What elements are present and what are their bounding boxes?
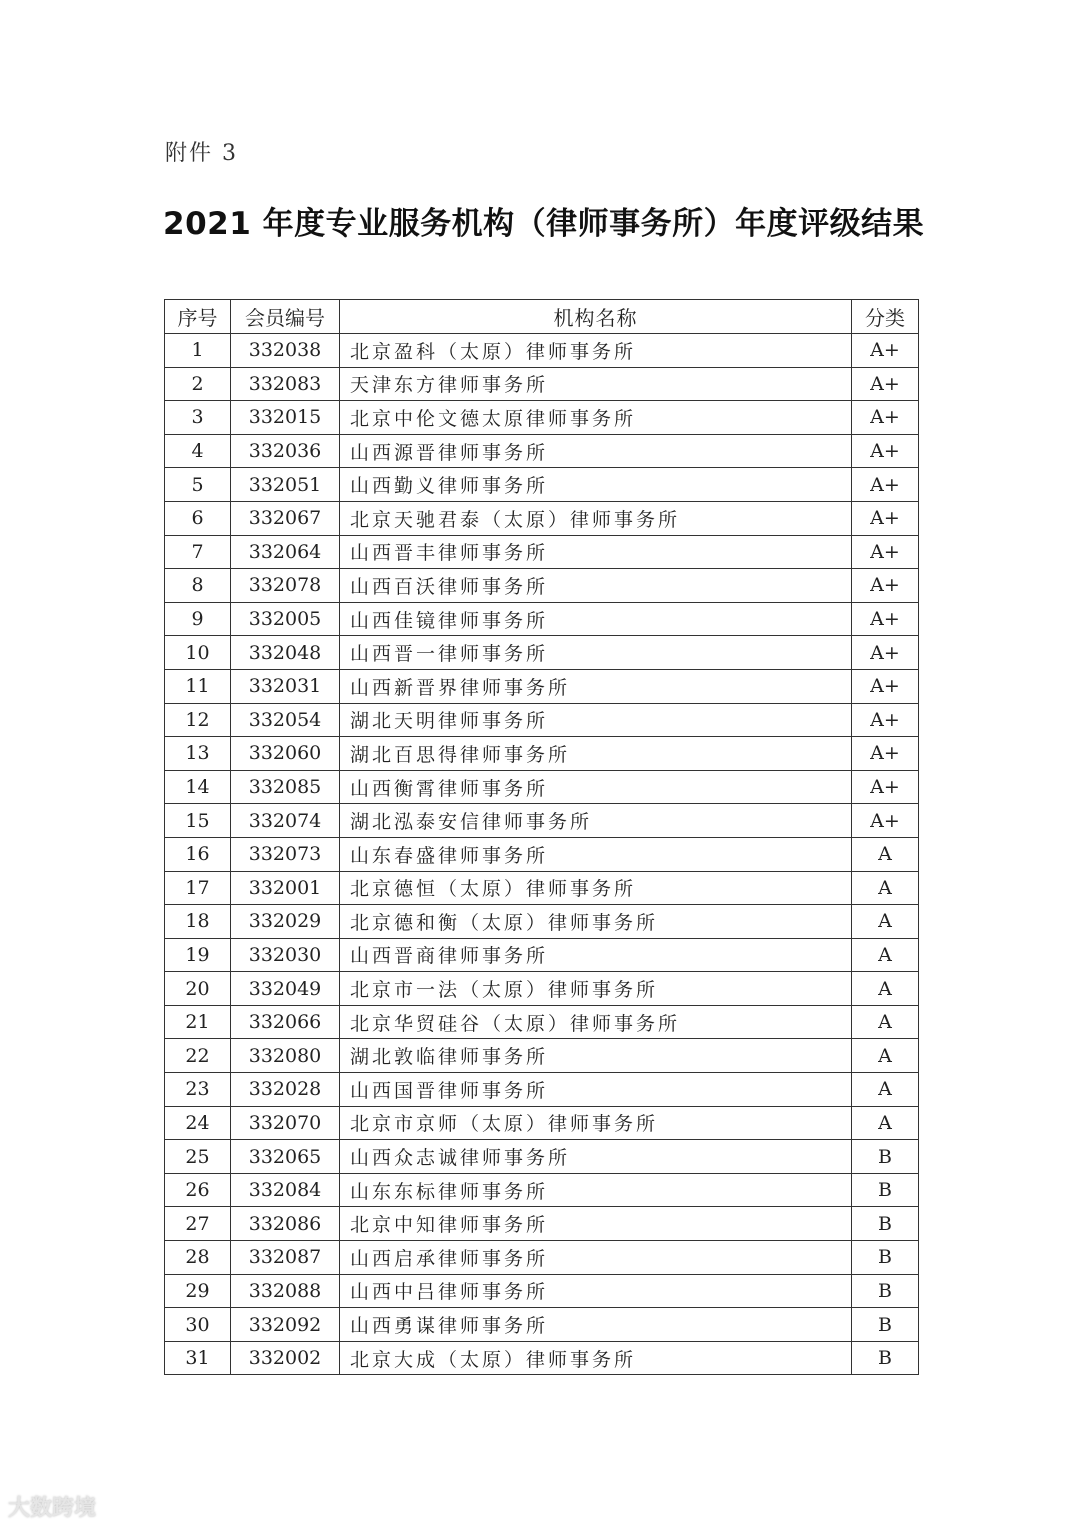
org-name-cell: 湖北天明律师事务所 [340, 703, 852, 737]
member-id-cell: 332070 [231, 1106, 340, 1140]
table-row [165, 737, 919, 771]
member-id-cell: 332066 [231, 1005, 340, 1039]
serial-cell: 18 [165, 905, 231, 939]
member-id-cell: 332085 [231, 770, 340, 804]
category-cell: A+ [852, 367, 919, 401]
serial-cell: 6 [165, 501, 231, 535]
table-row [165, 1274, 919, 1308]
org-name-cell: 山西百沃律师事务所 [340, 569, 852, 603]
member-id-cell: 332028 [231, 1073, 340, 1107]
table-row [165, 535, 919, 569]
member-id-cell: 332030 [231, 938, 340, 972]
category-cell: A+ [852, 669, 919, 703]
category-cell: B [852, 1207, 919, 1241]
member-id-cell: 332060 [231, 737, 340, 771]
table-row [165, 1341, 919, 1375]
category-cell: B [852, 1173, 919, 1207]
org-name-cell: 山东春盛律师事务所 [340, 837, 852, 871]
category-cell: A+ [852, 770, 919, 804]
category-cell: A [852, 1039, 919, 1073]
serial-cell: 31 [165, 1341, 231, 1375]
table-row [165, 905, 919, 939]
member-id-cell: 332073 [231, 837, 340, 871]
serial-cell: 5 [165, 468, 231, 502]
member-id-cell: 332074 [231, 804, 340, 838]
org-name-cell: 山西勇谋律师事务所 [340, 1308, 852, 1342]
org-name-cell: 山西衡霄律师事务所 [340, 770, 852, 804]
serial-cell: 2 [165, 367, 231, 401]
org-name-cell: 山西启承律师事务所 [340, 1241, 852, 1275]
serial-cell: 26 [165, 1173, 231, 1207]
org-name-cell: 北京德和衡（太原）律师事务所 [340, 905, 852, 939]
watermark-logo: 大数跨境 [8, 1496, 97, 1521]
header-member-id: 会员编号 [231, 300, 340, 334]
org-name-cell: 山西中吕律师事务所 [340, 1274, 852, 1308]
table-row [165, 703, 919, 737]
rating-table [164, 299, 919, 1375]
category-cell: A+ [852, 737, 919, 771]
table-row [165, 401, 919, 435]
category-cell: A+ [852, 501, 919, 535]
org-name-cell: 湖北泓泰安信律师事务所 [340, 804, 852, 838]
table-row [165, 837, 919, 871]
table-row [165, 602, 919, 636]
document-title: 2021 年度专业服务机构（律师事务所）年度评级结果 [163, 206, 925, 242]
attachment-label: 附件 3 [165, 141, 238, 166]
table-row [165, 871, 919, 905]
table-row [165, 434, 919, 468]
member-id-cell: 332049 [231, 972, 340, 1006]
serial-cell: 16 [165, 837, 231, 871]
serial-cell: 17 [165, 871, 231, 905]
member-id-cell: 332080 [231, 1039, 340, 1073]
org-name-cell: 湖北敦临律师事务所 [340, 1039, 852, 1073]
serial-cell: 7 [165, 535, 231, 569]
category-cell: B [852, 1308, 919, 1342]
serial-cell: 10 [165, 636, 231, 670]
serial-cell: 22 [165, 1039, 231, 1073]
serial-cell: 11 [165, 669, 231, 703]
org-name-cell: 北京中知律师事务所 [340, 1207, 852, 1241]
header-category: 分类 [852, 300, 919, 334]
table-row [165, 1140, 919, 1174]
table-row [165, 1039, 919, 1073]
serial-cell: 12 [165, 703, 231, 737]
category-cell: A+ [852, 602, 919, 636]
member-id-cell: 332054 [231, 703, 340, 737]
serial-cell: 29 [165, 1274, 231, 1308]
table-row [165, 804, 919, 838]
table-row [165, 1005, 919, 1039]
table-row [165, 1207, 919, 1241]
org-name-cell: 北京盈科（太原）律师事务所 [340, 334, 852, 368]
member-id-cell: 332067 [231, 501, 340, 535]
category-cell: A+ [852, 468, 919, 502]
category-cell: A+ [852, 636, 919, 670]
table-row [165, 669, 919, 703]
table-row [165, 1073, 919, 1107]
org-name-cell: 北京德恒（太原）律师事务所 [340, 871, 852, 905]
member-id-cell: 332036 [231, 434, 340, 468]
table-row [165, 569, 919, 603]
org-name-cell: 山东东标律师事务所 [340, 1173, 852, 1207]
org-name-cell: 湖北百思得律师事务所 [340, 737, 852, 771]
table-row [165, 367, 919, 401]
org-name-cell: 北京中伦文德太原律师事务所 [340, 401, 852, 435]
serial-cell: 13 [165, 737, 231, 771]
serial-cell: 27 [165, 1207, 231, 1241]
serial-cell: 21 [165, 1005, 231, 1039]
serial-cell: 19 [165, 938, 231, 972]
table-row [165, 1173, 919, 1207]
category-cell: A+ [852, 703, 919, 737]
table-row [165, 636, 919, 670]
org-name-cell: 山西晋商律师事务所 [340, 938, 852, 972]
category-cell: A+ [852, 804, 919, 838]
member-id-cell: 332092 [231, 1308, 340, 1342]
category-cell: A [852, 1073, 919, 1107]
header-org-name: 机构名称 [340, 300, 852, 334]
serial-cell: 28 [165, 1241, 231, 1275]
table-body [165, 334, 919, 1375]
header-serial: 序号 [165, 300, 231, 334]
serial-cell: 8 [165, 569, 231, 603]
serial-cell: 14 [165, 770, 231, 804]
category-cell: A [852, 905, 919, 939]
org-name-cell: 天津东方律师事务所 [340, 367, 852, 401]
org-name-cell: 山西勤义律师事务所 [340, 468, 852, 502]
serial-cell: 4 [165, 434, 231, 468]
serial-cell: 15 [165, 804, 231, 838]
member-id-cell: 332064 [231, 535, 340, 569]
org-name-cell: 北京华贸硅谷（太原）律师事务所 [340, 1005, 852, 1039]
table-row [165, 334, 919, 368]
category-cell: A [852, 938, 919, 972]
table-row [165, 468, 919, 502]
org-name-cell: 北京天驰君泰（太原）律师事务所 [340, 501, 852, 535]
serial-cell: 24 [165, 1106, 231, 1140]
table-row [165, 770, 919, 804]
org-name-cell: 北京大成（太原）律师事务所 [340, 1341, 852, 1375]
table-row [165, 501, 919, 535]
org-name-cell: 山西晋一律师事务所 [340, 636, 852, 670]
org-name-cell: 北京市一法（太原）律师事务所 [340, 972, 852, 1006]
category-cell: A+ [852, 569, 919, 603]
member-id-cell: 332083 [231, 367, 340, 401]
org-name-cell: 山西新晋界律师事务所 [340, 669, 852, 703]
member-id-cell: 332031 [231, 669, 340, 703]
org-name-cell: 山西源晋律师事务所 [340, 434, 852, 468]
serial-cell: 3 [165, 401, 231, 435]
member-id-cell: 332038 [231, 334, 340, 368]
table-row [165, 1106, 919, 1140]
member-id-cell: 332051 [231, 468, 340, 502]
serial-cell: 23 [165, 1073, 231, 1107]
category-cell: A+ [852, 401, 919, 435]
category-cell: A [852, 1106, 919, 1140]
member-id-cell: 332015 [231, 401, 340, 435]
serial-cell: 9 [165, 602, 231, 636]
category-cell: A [852, 837, 919, 871]
member-id-cell: 332048 [231, 636, 340, 670]
table-row [165, 1308, 919, 1342]
member-id-cell: 332078 [231, 569, 340, 603]
category-cell: A+ [852, 535, 919, 569]
org-name-cell: 山西佳镜律师事务所 [340, 602, 852, 636]
category-cell: A+ [852, 434, 919, 468]
category-cell: A [852, 871, 919, 905]
org-name-cell: 山西国晋律师事务所 [340, 1073, 852, 1107]
category-cell: A+ [852, 334, 919, 368]
category-cell: B [852, 1341, 919, 1375]
serial-cell: 25 [165, 1140, 231, 1174]
member-id-cell: 332029 [231, 905, 340, 939]
member-id-cell: 332002 [231, 1341, 340, 1375]
table-header-row [165, 300, 919, 334]
table-row [165, 972, 919, 1006]
member-id-cell: 332086 [231, 1207, 340, 1241]
table-row [165, 1241, 919, 1275]
serial-cell: 20 [165, 972, 231, 1006]
member-id-cell: 332084 [231, 1173, 340, 1207]
member-id-cell: 332001 [231, 871, 340, 905]
category-cell: A [852, 1005, 919, 1039]
table-row [165, 938, 919, 972]
category-cell: B [852, 1274, 919, 1308]
org-name-cell: 北京市京师（太原）律师事务所 [340, 1106, 852, 1140]
category-cell: B [852, 1241, 919, 1275]
member-id-cell: 332087 [231, 1241, 340, 1275]
member-id-cell: 332005 [231, 602, 340, 636]
org-name-cell: 山西晋丰律师事务所 [340, 535, 852, 569]
member-id-cell: 332065 [231, 1140, 340, 1174]
serial-cell: 30 [165, 1308, 231, 1342]
org-name-cell: 山西众志诚律师事务所 [340, 1140, 852, 1174]
category-cell: B [852, 1140, 919, 1174]
serial-cell: 1 [165, 334, 231, 368]
category-cell: A [852, 972, 919, 1006]
member-id-cell: 332088 [231, 1274, 340, 1308]
